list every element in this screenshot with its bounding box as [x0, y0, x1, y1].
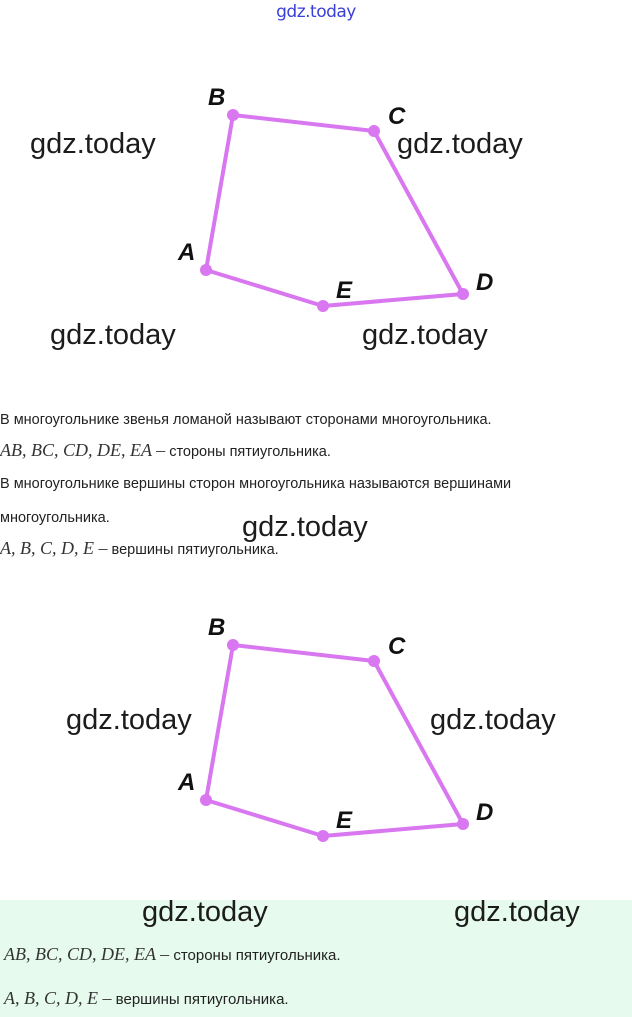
answer-sides: [4, 944, 632, 965]
pentagon-outline: [206, 645, 463, 836]
vertex-c-dot: [368, 655, 380, 667]
vertex-d-dot: [457, 288, 469, 300]
paragraph-sides-definition: В многоугольнике звенья ломаной называют сторонами многоугольника.: [0, 412, 492, 428]
sides-math: AB, BC, CD, DE, EA –: [0, 440, 166, 460]
vertex-d-dot: [457, 818, 469, 830]
vertex-a-dot: [200, 794, 212, 806]
vertex-label-e: E: [336, 807, 353, 834]
vertex-e-dot: [317, 300, 329, 312]
answer-sides-text: стороны пятиугольника.: [173, 947, 341, 964]
vertex-label-a: A: [178, 769, 196, 796]
watermark: gdz.today: [242, 511, 368, 543]
vertex-label-b: B: [208, 614, 226, 641]
watermark: gdz.today: [430, 704, 556, 736]
vertex-b-dot: [227, 109, 239, 121]
watermark: gdz.today: [397, 128, 523, 160]
vertices-text: вершины пятиугольника.: [111, 542, 279, 558]
vertex-c-dot: [368, 125, 380, 137]
paragraph-vertices-definition-line2: многоугольника.: [0, 510, 110, 526]
answer-sides-math: AB, BC, CD, DE, EA –: [4, 944, 170, 964]
vertex-label-b: B: [208, 84, 226, 111]
answer-vertices: [4, 988, 632, 1009]
watermark: gdz.today: [142, 896, 268, 928]
paragraph-sides-list: [0, 440, 632, 461]
pentagon-figure-top: [0, 0, 632, 330]
watermark: gdz.today: [50, 319, 176, 351]
watermark: gdz.today: [362, 319, 488, 351]
answer-vertices-text: вершины пятиугольника.: [115, 991, 289, 1008]
vertex-label-d: D: [476, 799, 494, 826]
vertex-label-d: D: [476, 269, 494, 296]
vertex-label-c: C: [388, 103, 406, 130]
watermark: gdz.today: [454, 896, 580, 928]
vertex-b-dot: [227, 639, 239, 651]
site-logo[interactable]: gdz.today: [276, 2, 356, 22]
vertex-label-e: E: [336, 277, 353, 304]
paragraph-vertices-definition-line1: В многоугольнике вершины сторон многоугольника называются вершинами: [0, 476, 512, 492]
vertex-e-dot: [317, 830, 329, 842]
watermark: gdz.today: [66, 704, 192, 736]
answer-vertices-math: A, B, C, D, E –: [4, 988, 112, 1008]
vertex-label-a: A: [178, 239, 196, 266]
vertex-label-c: C: [388, 633, 406, 660]
answer-box: [0, 896, 632, 1017]
vertices-math: A, B, C, D, E –: [0, 538, 108, 558]
sides-text: стороны пятиугольника.: [169, 444, 331, 460]
vertex-a-dot: [200, 264, 212, 276]
watermark: gdz.today: [30, 128, 156, 160]
